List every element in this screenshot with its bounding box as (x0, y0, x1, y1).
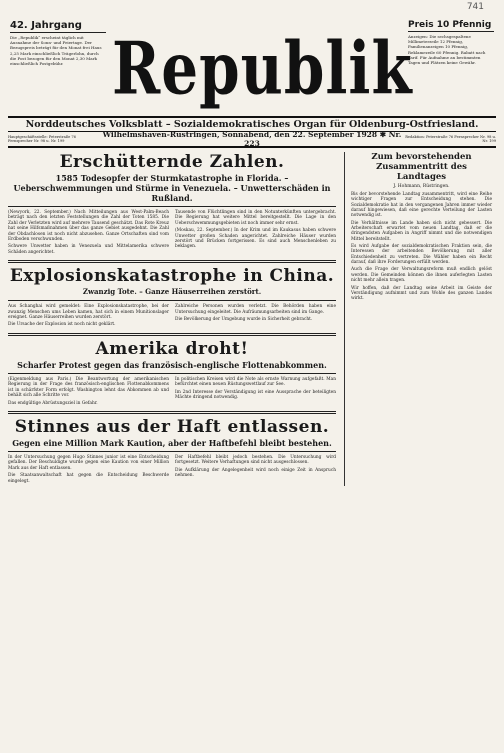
sidebar-paragraph: Die Verhältnisse im Lande haben sich nicht gebessert. Die Arbeiterschaft erwartet vom neuen Landtag, daß er die dringendsten Aufgaben in Angriff nimmt und die notwendigen Mittel bereitstellt. (351, 220, 492, 242)
article-china (8, 266, 336, 330)
newspaper-subtitle: Norddeutsches Volksblatt – Sozialdemokratisches Organ für Oldenburg-Ostfriesland. (8, 116, 496, 132)
article-text: Der Haftbefehl bleibt jedoch bestehen. Die Untersuchung wird fortgesetzt. Weitere Verhaftungen sind nicht ausgeschlossen. (175, 454, 336, 466)
article-text: Zahlreiche Personen wurden verletzt. Die Behörden haben eine Untersuchung eingeleitet. Die Aufräumungsarbeiten sind im Gange. (175, 304, 336, 315)
article-text: Das endgültige Abrüstungsziel in Gefahr. (8, 400, 98, 406)
article-text: Die Bevölkerung der Umgebung wurde in Sicherheit gebracht. (175, 317, 313, 323)
article-text: Die Ursache der Explosion ist noch nicht geklärt. (8, 322, 116, 328)
article-florida (8, 152, 336, 257)
article-stinnes (8, 417, 336, 486)
article-text: Die Staatsanwaltschaft hat gegen die Entscheidung Beschwerde eingelegt. (8, 473, 169, 484)
article-headline: Explosionskatastrophe in China. (9, 266, 335, 287)
article-deck: 1585 Todesopfer der Sturmkatastrophe in Florida. – Ueberschwemmungen und Stürme in Venezuela. – Unwetterschäden in Rußland. (13, 173, 331, 203)
sidebar-paragraph: Bis der bevorstehende Landtag zusammentritt, wird eine Reihe wichtiger Fragen zur Entscheidung stehen. Die Sozialdemokratie hat in den vergangenen Jahren immer wieder darauf hingewiesen, daß eine gerechte Verteilung der Lasten notwendig ist. (351, 192, 492, 219)
article-text: (Newyork, 22. September.) Nach Mitteilungen aus West-Palm-Beach beträgt nach den letzten Feststellungen die Zahl der Toten 1585. Die Zahl der Verletzten wird auf mehrere Tausend geschätzt. Das Rote Kreuz hat seine Hilfsmaßnahmen über das ganze Gebiet ausgedehnt. Die Zahl der Obdachlosen ist noch nicht abzusehen. Ganze Ortschaften sind vom Erdboden verschwunden. (8, 210, 169, 243)
price-label: Preis 10 Pfennig (408, 20, 494, 32)
article-text: Aus Schanghai wird gemeldet: Eine Explosionskatastrophe, bei der zwanzig Menschen ums Leben kamen, hat sich in einem Munitionslager ereignet. Ganze Häuserreihen wurden zerstört. (8, 304, 169, 321)
article-headline: Amerika droht! (95, 338, 249, 359)
article-text: In der Untersuchung gegen Hugo Stinnes junior ist eine Entscheidung gefallen. Der Beschuldigte wurde gegen eine Kaution von einer Million Mark aus der Haft entlassen. (8, 454, 169, 471)
article-text: Tausende von Flüchtlingen sind in den Notunterkünften untergebracht. Die Regierung hat weitere Mittel bereitgestellt. Die Lage in den Ueberschwemmungsgebieten ist noch immer sehr ernst. (175, 210, 336, 226)
sidebar-paragraph: Wir hoffen, daß der Landtag seine Arbeit im Geiste der Verständigung aufnimmt und zum Wohle des ganzen Landes wirkt. (351, 285, 492, 302)
sidebar-paragraph: Es wird Aufgabe der sozialdemokratischen Fraktion sein, die Interessen der arbeitenden Bevölkerung mit aller Entschiedenheit zu vertreten. Die Wähler haben ein Recht darauf, daß ihre Forderungen erfüllt werden. (351, 244, 492, 266)
article-deck: Zwanzig Tote. – Ganze Häuserreihen zerstört. (82, 287, 262, 297)
advertising-info: Anzeigen: Die sechsgespaltene Millimeterzeile 12 Pfennig, Familienanzeigen 10 Pfennig, Reklamezeile 60 Pfennig. Rabatt nach Tarif. Für Aufnahme an bestimmten Tagen und Plätzen keine Gewähr. (408, 34, 486, 66)
sidebar-headline: Zum bevorstehenden Zusammentritt des Landtages (371, 152, 472, 182)
article-amerika (8, 339, 336, 408)
newspaper-title: Republik (112, 26, 413, 111)
article-text: Schwere Unwetter haben in Venezuela und Mittelamerika schwere Schäden angerichtet. (8, 244, 169, 255)
article-text: (Moskau, 22. September.) In der Krim und im Kaukasus haben schwere Unwetter großen Schaden angerichtet. Zahlreiche Häuser wurden zerstört und Brücken fortgerissen. Es sind auch Menschenleben zu beklagen. (175, 228, 336, 250)
issue-date: Wilhelmshaven-Rüstringen, Sonnabend, den 22. September 1928 ✱ Nr. 223 (102, 130, 402, 148)
dateline-right: Redaktion: Peterstraße 76 Fernsprecher Nr. 98 u. Nr. 199 (405, 134, 496, 143)
volume-label: 42. Jahrgang (10, 20, 106, 33)
main-column (8, 152, 336, 486)
article-text: Im 2nd Interesse der Verständigung ist eine Aussprache der beteiligten Mächte dringend notwendig. (175, 389, 336, 401)
article-text: (Eigenmeldung aus Paris.) Die Beantwortung der amerikanischen Regierung in der Frage des französisch-englischen Flottenabkommens ist in schärfster Form erfolgt. Washington lehnt das Abkommen ab und behält sich alle Schritte vor. (8, 376, 169, 399)
article-deck: Gegen eine Million Mark Kaution, aber der Haftbefehl bleibt bestehen. (12, 437, 332, 448)
article-text: Die Aufklärung der Angelegenheit wird noch einige Zeit in Anspruch nehmen. (175, 467, 336, 479)
masthead-left-ear (10, 20, 106, 66)
article-headline: Stinnes aus der Haft entlassen. (14, 416, 330, 437)
side-column (344, 152, 492, 486)
sidebar-author: J. Hohmann, Rüstringen. (393, 184, 450, 189)
sidebar-paragraph: Auch die Frage der Verwaltungsreform muß endlich gelöst werden. Die Gemeinden können die ihnen auferlegten Lasten nicht mehr allein tragen. (351, 267, 492, 284)
article-headline: Erschütternde Zahlen. (59, 152, 285, 172)
dateline-left: Hauptgeschäftsstelle: Peterstraße 76 Fernsprecher Nr. 98 u. Nr. 199 (8, 134, 76, 143)
article-deck: Scharfer Protest gegen das französisch-englische Flottenabkommen. (17, 359, 327, 370)
masthead-right-ear (408, 20, 494, 65)
masthead (8, 20, 496, 116)
page-body (8, 152, 496, 486)
article-text: In politischen Kreisen wird die Note als ernste Warnung aufgefaßt. Man befürchtet einen neuen Rüstungswettlauf zur See. (175, 376, 336, 388)
subscription-info: Die „Republik“ erscheint täglich mit Ausnahme der Sonn- und Feiertage. Der Bezugspreis beträgt für den Monat frei Haus 2,25 Mark einschließlich Trägerlohn, durch die Post bezogen für den Monat 2,30 Mark einschließlich Postgebühr. (10, 35, 102, 67)
archive-page-number: 741 (466, 2, 484, 12)
dateline (8, 132, 496, 148)
